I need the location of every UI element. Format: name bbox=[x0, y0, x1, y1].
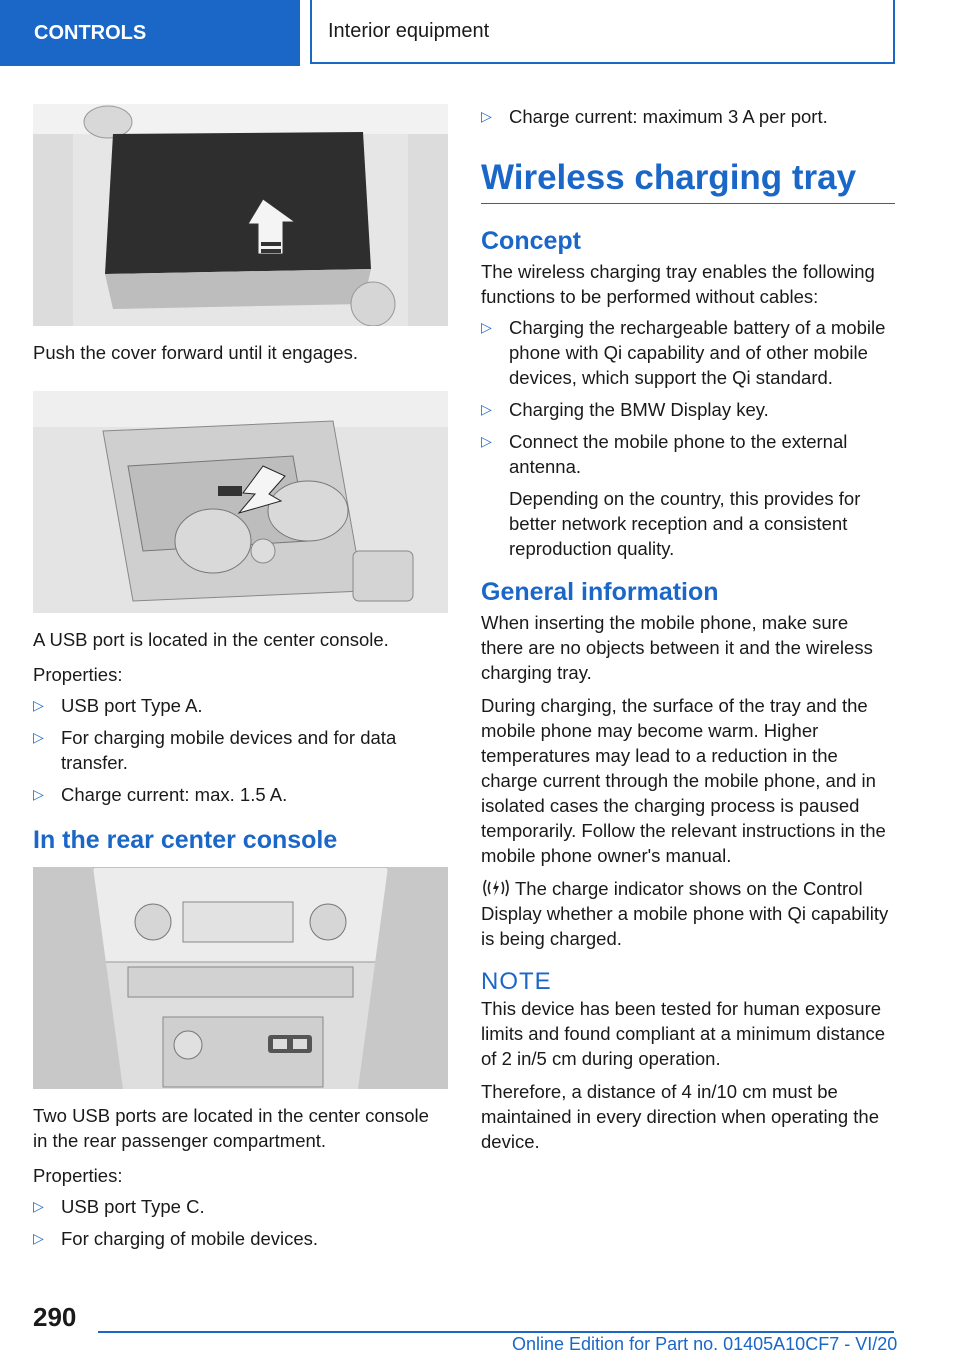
right-column bbox=[481, 104, 895, 1154]
heading-note: NOTE bbox=[481, 968, 552, 995]
list-item: ▷ Connect the mobile phone to the external antenna. Depending on the country, this provides for better network reception and a consistent reproduction quality. bbox=[481, 429, 895, 561]
page-number: 290 bbox=[33, 1302, 77, 1332]
general-paragraph-3: The charge indicator shows on the Control Display whether a mobile phone with Qi capability is being charged. bbox=[481, 878, 889, 949]
triangle-bullet-icon: ▷ bbox=[481, 433, 492, 449]
list-item: ▷ For charging mobile devices and for data transfer. bbox=[33, 727, 397, 773]
footer-edition: Online Edition for Part no. 01405A10CF7 - VI/20 bbox=[512, 1334, 898, 1354]
heading-rear-console: In the rear center console bbox=[33, 826, 338, 854]
caption-usb-front: A USB port is located in the center console. bbox=[33, 629, 389, 650]
triangle-bullet-icon: ▷ bbox=[481, 108, 492, 124]
figure-usb-port-front bbox=[33, 391, 448, 613]
chapter-title: Interior equipment bbox=[328, 19, 490, 42]
list-item: ▷ USB port Type C. bbox=[33, 1196, 205, 1217]
triangle-bullet-icon: ▷ bbox=[33, 786, 44, 802]
triangle-bullet-icon: ▷ bbox=[481, 319, 492, 335]
properties-list-front bbox=[33, 693, 448, 807]
general-paragraph-2: During charging, the surface of the tray and the mobile phone may become warm. Higher temperatures may lead to a reduction in the charge current through the mobile phone, and in isolated cases the charging process is paused temporarily. Follow the relevant instructions in the mobile phone owner's manual. bbox=[481, 695, 886, 866]
caption-push-cover: Push the cover forward until it engages. bbox=[33, 342, 358, 363]
heading-wireless-charging: Wireless charging tray bbox=[481, 157, 895, 204]
concept-sub-text: Depending on the country, this provides for better network reception and a consistent reproduction quality. bbox=[509, 488, 861, 559]
properties-label-front: Properties: bbox=[33, 664, 123, 685]
note-paragraph-2: Therefore, a distance of 4 in/10 cm must be maintained in every direction when operating the device. bbox=[481, 1081, 879, 1152]
concept-text: The wireless charging tray enables the following functions to be performed without cables: bbox=[481, 261, 875, 307]
triangle-bullet-icon: ▷ bbox=[33, 1198, 44, 1214]
properties-list-rear-cont bbox=[481, 104, 895, 129]
properties-list-rear bbox=[33, 1194, 448, 1251]
list-item: ▷ Charge current: maximum 3 A per port. bbox=[481, 106, 828, 127]
chapter-header bbox=[310, 0, 895, 64]
section-tab bbox=[0, 0, 300, 66]
figure-rear-console bbox=[33, 867, 448, 1089]
caption-usb-rear: Two USB ports are located in the center console in the rear passenger compartment. bbox=[33, 1105, 429, 1151]
list-item: ▷ Charge current: max. 1.5 A. bbox=[33, 784, 288, 805]
heading-concept: Concept bbox=[481, 227, 581, 255]
triangle-bullet-icon: ▷ bbox=[33, 1230, 44, 1246]
properties-label-rear: Properties: bbox=[33, 1165, 123, 1186]
figure-center-console-cover bbox=[33, 104, 448, 326]
list-item: ▷ For charging of mobile devices. bbox=[33, 1228, 319, 1249]
triangle-bullet-icon: ▷ bbox=[481, 401, 492, 417]
heading-general-info: General information bbox=[481, 578, 719, 606]
list-item: ▷ Charging the BMW Display key. bbox=[481, 399, 769, 420]
triangle-bullet-icon: ▷ bbox=[33, 697, 44, 713]
note-paragraph-1: This device has been tested for human exposure limits and found compliant at a minimum distance of 2 in/5 cm during operation. bbox=[481, 998, 886, 1069]
triangle-bullet-icon: ▷ bbox=[33, 729, 44, 745]
general-paragraph-1: When inserting the mobile phone, make sure there are no objects between it and the wireless charging tray. bbox=[481, 612, 873, 683]
footer-divider bbox=[98, 1331, 894, 1333]
concept-list bbox=[481, 315, 895, 561]
left-column bbox=[33, 104, 448, 1258]
list-item: ▷ USB port Type A. bbox=[33, 695, 203, 716]
list-item: ▷ Charging the rechargeable battery of a mobile phone with Qi capability and of other mobile devices, which support the Qi standard. bbox=[481, 317, 886, 388]
section-title: CONTROLS bbox=[34, 21, 147, 44]
wireless-charge-icon bbox=[481, 877, 511, 899]
